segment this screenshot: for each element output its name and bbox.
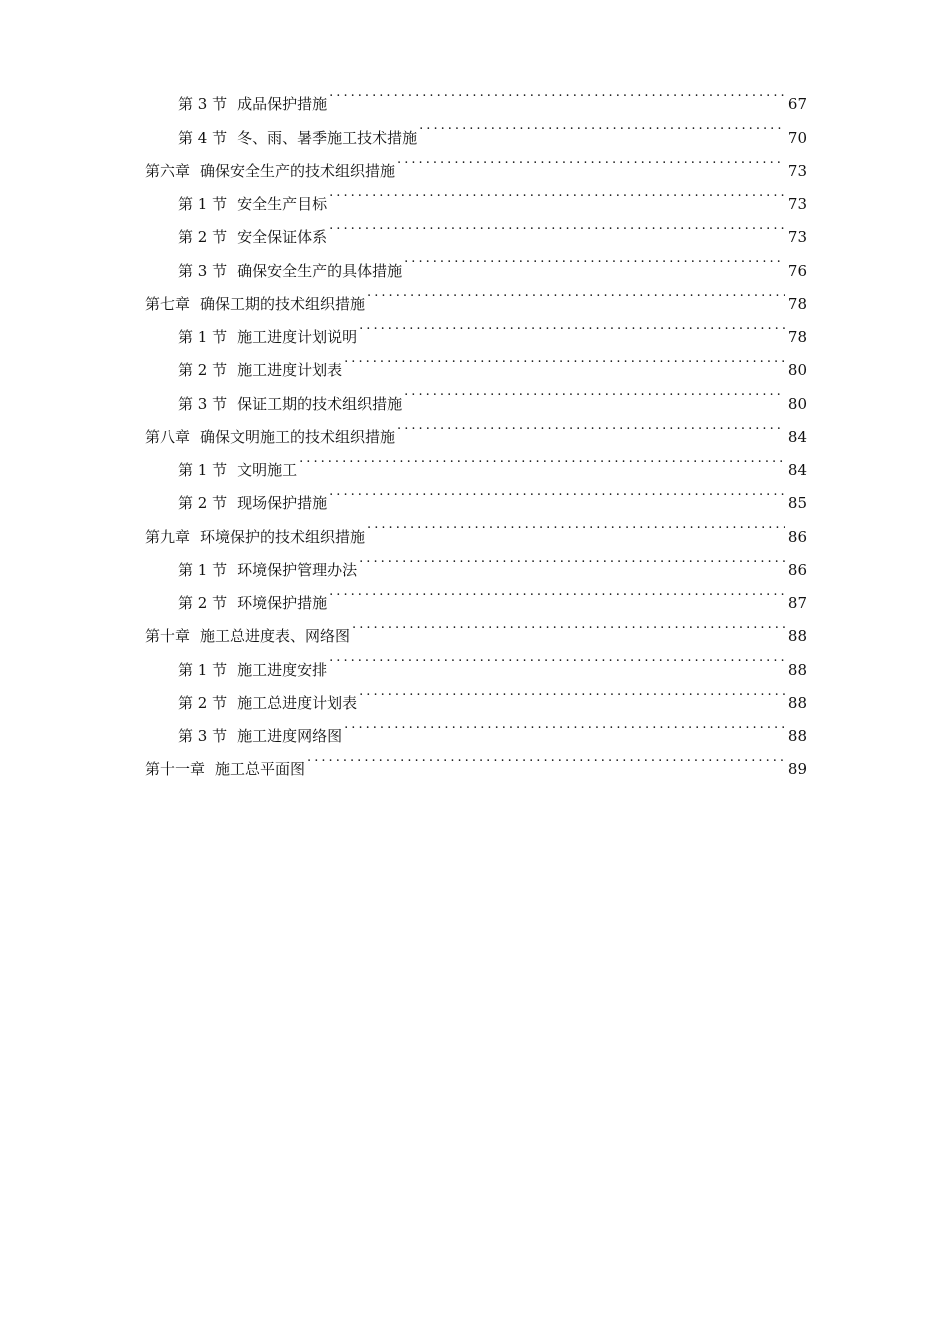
toc-entry-page: 88 [787, 627, 807, 646]
dot-leader [329, 76, 785, 109]
toc-entry-title [178, 88, 327, 121]
toc-entry-label: 第 2 节 [178, 594, 228, 612]
toc-entry-label: 第 1 节 [178, 195, 228, 213]
dot-leader [329, 209, 785, 242]
toc-entry-page: 73 [787, 161, 807, 180]
toc-entry-title [178, 388, 402, 421]
toc-entry-page: 76 [787, 261, 807, 280]
dot-leader [404, 242, 785, 275]
toc-entry-page: 78 [787, 328, 807, 346]
toc-entry-text: 确保安全生产的具体措施 [237, 261, 403, 280]
toc-entry-title [178, 454, 297, 487]
toc-entry-label: 第十一章 [145, 760, 206, 779]
toc-entry-title [145, 288, 365, 321]
dot-leader [419, 109, 785, 142]
toc-entry-text: 确保文明施工的技术组织措施 [200, 427, 396, 446]
toc-entry-title [178, 487, 327, 520]
toc-entry-title [145, 753, 305, 786]
dot-leader [299, 442, 785, 475]
toc-entry-text: 施工总进度表、网络图 [200, 627, 351, 646]
toc-entry-page: 85 [787, 494, 807, 513]
dot-leader [359, 309, 785, 342]
toc-entry-page: 73 [787, 228, 807, 247]
toc-entry-page: 89 [787, 760, 807, 779]
toc-entry-text: 施工进度安排 [237, 660, 328, 679]
toc-entry-label: 第 3 节 [178, 95, 228, 114]
toc-entry-text: 文明施工 [237, 461, 298, 479]
toc-entry-label: 第 2 节 [178, 693, 228, 712]
toc-entry-text: 施工进度网络图 [237, 727, 343, 745]
toc-entry-label: 第 4 节 [178, 128, 228, 147]
toc-entry-text: 环境保护的技术组织措施 [200, 527, 366, 546]
toc-entry-label: 第九章 [145, 527, 191, 546]
toc-entry-page: 84 [787, 427, 807, 446]
toc-entry-title [178, 188, 327, 221]
toc-entry-text: 施工进度计划表 [237, 361, 343, 380]
toc-entry-page: 73 [787, 195, 807, 213]
toc-entry-text: 施工进度计划说明 [237, 328, 358, 346]
toc-entry-page: 80 [787, 394, 807, 413]
dot-leader [329, 575, 785, 608]
toc-entry-label: 第 1 节 [178, 560, 228, 579]
toc-entry-text: 保证工期的技术组织措施 [237, 394, 403, 413]
dot-leader [397, 143, 785, 176]
toc-entry-page: 80 [787, 361, 807, 380]
toc-entry-text: 施工总进度计划表 [237, 693, 358, 712]
table-of-contents [145, 76, 807, 779]
toc-entry-label: 第 3 节 [178, 261, 228, 280]
dot-leader [359, 675, 785, 708]
toc-entry-page: 88 [787, 727, 807, 745]
toc-entry-label: 第 1 节 [178, 461, 228, 479]
dot-leader [329, 475, 785, 508]
toc-entry-title [178, 122, 417, 155]
toc-entry-text: 安全生产目标 [237, 195, 328, 213]
toc-entry-title [145, 521, 365, 554]
toc-entry[interactable] [145, 76, 807, 114]
toc-entry-page: 88 [787, 693, 807, 712]
dot-leader [397, 409, 785, 442]
toc-entry-label: 第 3 节 [178, 727, 228, 745]
toc-entry-label: 第十章 [145, 627, 191, 646]
toc-entry-title [178, 687, 357, 720]
dot-leader [329, 641, 785, 674]
toc-entry-label: 第 3 节 [178, 394, 228, 413]
dot-leader [307, 741, 785, 774]
toc-entry-label: 第七章 [145, 294, 191, 313]
toc-entry-text: 冬、雨、暑季施工技术措施 [237, 128, 418, 147]
toc-entry-label: 第六章 [145, 161, 191, 180]
toc-entry-page: 70 [787, 128, 807, 147]
toc-entry-title [178, 654, 327, 687]
dot-leader [367, 508, 785, 541]
toc-entry-text: 施工总平面图 [215, 760, 306, 779]
dot-leader [344, 708, 785, 741]
toc-entry-page: 78 [787, 294, 807, 313]
dot-leader [359, 542, 785, 575]
toc-entry-title [178, 321, 357, 354]
toc-entry-page: 86 [787, 527, 807, 546]
toc-entry-text: 环境保护措施 [237, 594, 328, 612]
toc-entry-label: 第 2 节 [178, 361, 228, 380]
toc-entry-title [178, 221, 327, 254]
toc-entry-title [145, 620, 350, 653]
dot-leader [352, 608, 785, 641]
toc-entry-title [178, 354, 342, 387]
toc-entry-page: 87 [787, 594, 807, 612]
toc-entry-text: 确保工期的技术组织措施 [200, 294, 366, 313]
toc-entry-label: 第 2 节 [178, 494, 228, 513]
dot-leader [404, 375, 785, 408]
toc-entry-label: 第 2 节 [178, 228, 228, 247]
dot-leader [344, 342, 785, 375]
toc-entry-label: 第 1 节 [178, 328, 228, 346]
toc-entry-page: 88 [787, 660, 807, 679]
toc-entry-label: 第八章 [145, 427, 191, 446]
toc-entry-text: 现场保护措施 [237, 494, 328, 513]
toc-entry-text: 成品保护措施 [237, 95, 328, 114]
toc-entry-label: 第 1 节 [178, 660, 228, 679]
toc-entry-page: 86 [787, 560, 807, 579]
toc-entry-page: 67 [787, 95, 807, 114]
toc-entry-title [178, 587, 327, 620]
toc-entry-page: 84 [787, 461, 807, 479]
dot-leader [367, 276, 785, 309]
toc-entry-text: 安全保证体系 [237, 228, 328, 247]
toc-entry-text: 确保安全生产的技术组织措施 [200, 161, 396, 180]
toc-entry-text: 环境保护管理办法 [237, 560, 358, 579]
dot-leader [329, 176, 785, 209]
